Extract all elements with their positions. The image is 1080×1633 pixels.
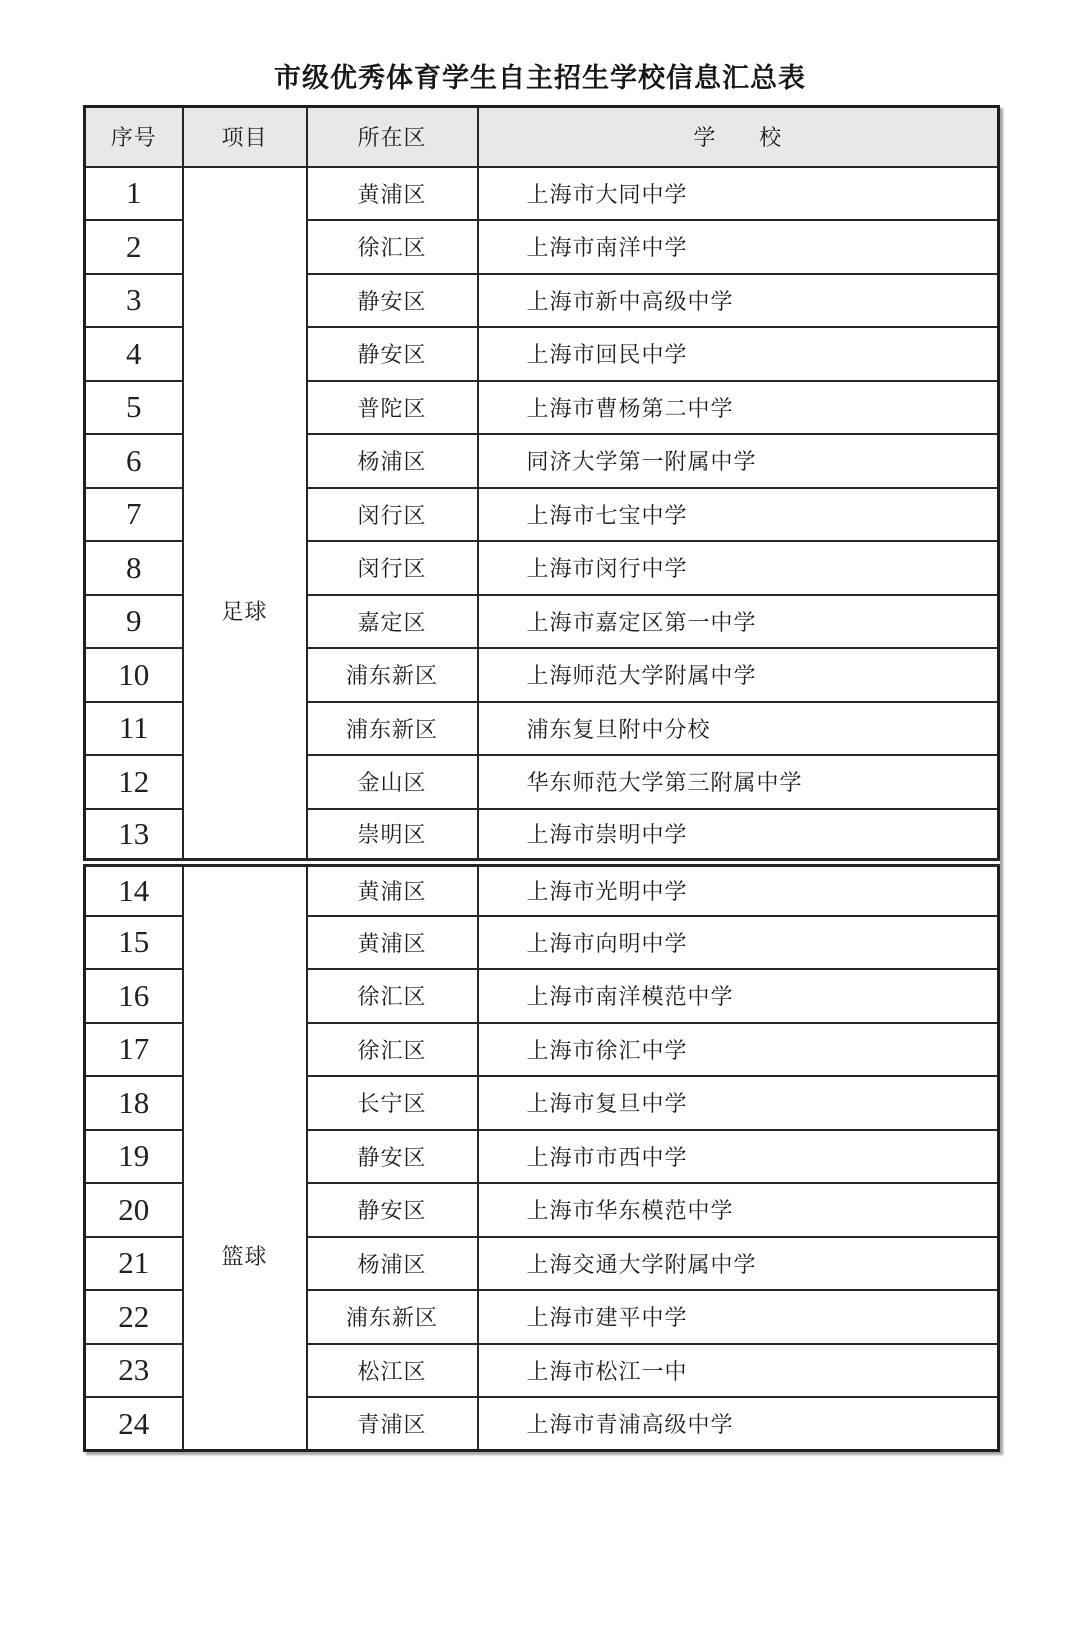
district-cell: 金山区 [307,755,478,809]
row-index-cell: 15 [85,916,183,970]
district-cell: 黄浦区 [307,916,478,970]
row-index-cell: 6 [85,434,183,488]
school-cell: 上海交通大学附属中学 [478,1237,999,1291]
district-cell: 杨浦区 [307,434,478,488]
header-cell-index: 序号 [85,107,183,167]
district-cell: 浦东新区 [307,648,478,702]
row-index-cell: 8 [85,541,183,595]
row-index-cell: 10 [85,648,183,702]
row-index-cell: 19 [85,1130,183,1184]
district-cell: 黄浦区 [307,167,478,221]
district-cell: 崇明区 [307,809,478,863]
row-index-cell: 5 [85,381,183,435]
row-index-cell: 13 [85,809,183,863]
row-index-cell: 24 [85,1397,183,1451]
row-index-cell: 21 [85,1237,183,1291]
district-cell: 徐汇区 [307,1023,478,1077]
district-cell: 浦东新区 [307,702,478,756]
school-cell: 上海市松江一中 [478,1344,999,1398]
district-cell: 嘉定区 [307,595,478,649]
row-index-cell: 9 [85,595,183,649]
school-cell: 上海市复旦中学 [478,1076,999,1130]
row-index-cell: 22 [85,1290,183,1344]
school-cell: 上海市曹杨第二中学 [478,381,999,435]
school-cell: 上海市青浦高级中学 [478,1397,999,1451]
school-cell: 上海市回民中学 [478,327,999,381]
district-cell: 黄浦区 [307,862,478,916]
school-cell: 上海市大同中学 [478,167,999,221]
school-cell: 上海市光明中学 [478,862,999,916]
category-cell [183,862,307,1451]
row-index-cell: 14 [85,862,183,916]
district-cell: 普陀区 [307,381,478,435]
district-cell: 徐汇区 [307,969,478,1023]
school-cell: 上海市市西中学 [478,1130,999,1184]
table-row [85,167,999,221]
district-cell: 闵行区 [307,541,478,595]
district-cell: 静安区 [307,327,478,381]
school-cell: 上海市闵行中学 [478,541,999,595]
row-index-cell: 20 [85,1183,183,1237]
district-cell: 青浦区 [307,1397,478,1451]
row-index-cell: 18 [85,1076,183,1130]
school-cell: 华东师范大学第三附属中学 [478,755,999,809]
page-title: 市级优秀体育学生自主招生学校信息汇总表 [274,63,806,93]
school-cell: 上海市华东模范中学 [478,1183,999,1237]
district-cell: 长宁区 [307,1076,478,1130]
row-index-cell: 17 [85,1023,183,1077]
category-label: 篮球 [221,1244,268,1270]
district-cell: 浦东新区 [307,1290,478,1344]
row-index-cell: 12 [85,755,183,809]
district-cell: 徐汇区 [307,220,478,274]
header-row [85,107,999,167]
header-cell-district: 所在区 [307,107,478,167]
table-body [85,167,999,1451]
row-index-cell: 3 [85,274,183,328]
district-cell: 杨浦区 [307,1237,478,1291]
table-row [85,862,999,916]
school-cell: 上海市七宝中学 [478,488,999,542]
summary-table [83,105,1000,1452]
row-index-cell: 11 [85,702,183,756]
header-cell-category: 项目 [183,107,307,167]
district-cell: 闵行区 [307,488,478,542]
row-index-cell: 4 [85,327,183,381]
school-cell: 上海市向明中学 [478,916,999,970]
school-cell: 上海师范大学附属中学 [478,648,999,702]
district-cell: 松江区 [307,1344,478,1398]
district-cell: 静安区 [307,1183,478,1237]
school-cell: 上海市徐汇中学 [478,1023,999,1077]
row-index-cell: 16 [85,969,183,1023]
district-cell: 静安区 [307,1130,478,1184]
school-cell: 浦东复旦附中分校 [478,702,999,756]
header-cell-school: 学 校 [478,107,999,167]
district-cell: 静安区 [307,274,478,328]
row-index-cell: 1 [85,167,183,221]
school-cell: 同济大学第一附属中学 [478,434,999,488]
school-cell: 上海市南洋模范中学 [478,969,999,1023]
school-cell: 上海市建平中学 [478,1290,999,1344]
row-index-cell: 2 [85,220,183,274]
school-cell: 上海市新中高级中学 [478,274,999,328]
category-label: 足球 [221,599,268,624]
school-cell: 上海市崇明中学 [478,809,999,863]
school-cell: 上海市嘉定区第一中学 [478,595,999,649]
category-cell [183,167,307,863]
school-cell: 上海市南洋中学 [478,220,999,274]
row-index-cell: 7 [85,488,183,542]
table-header [85,107,999,167]
row-index-cell: 23 [85,1344,183,1398]
